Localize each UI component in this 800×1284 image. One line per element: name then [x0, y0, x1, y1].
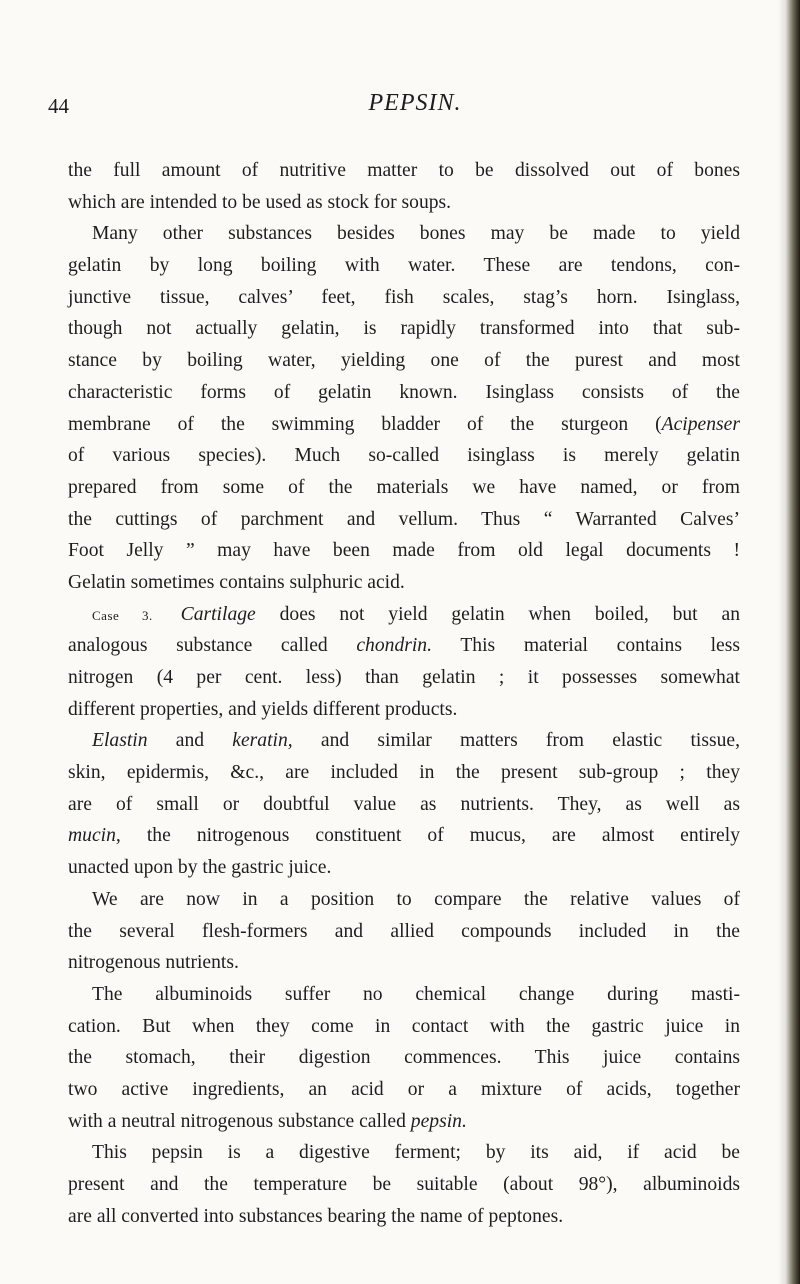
text-line: the full amount of nutritive matter to be dissolved out of bones	[68, 160, 740, 181]
italic-term: mucin,	[68, 825, 121, 847]
page-number: 44	[48, 94, 69, 118]
italic-term: chondrin.	[356, 635, 433, 657]
text-line: unacted upon by the gastric juice.	[68, 857, 332, 879]
text-segment: and	[175, 730, 205, 752]
text-line: of various species). Much so-called isinglass is merely gelatin	[68, 445, 740, 467]
text-line: nitrogenous nutrients.	[68, 952, 239, 974]
text-segment: with a neutral nitrogenous substance called	[68, 1110, 406, 1132]
text-line: though not actually gelatin, is rapidly transformed into that sub-	[68, 318, 740, 340]
text-line: characteristic forms of gelatin known. Isinglass consists of the	[68, 381, 740, 403]
case-label: Case 3.	[92, 607, 153, 623]
text-line: nitrogen (4 per cent. less) than gelatin ; it possesses somewhat	[68, 667, 740, 688]
text-line: Foot Jelly ” may have been made from old legal documents !	[68, 540, 740, 562]
text-line: two active ingredients, an acid or a mixture of acids, together	[68, 1078, 740, 1100]
text-line: the cuttings of parchment and vellum. Thus “ Warranted Calves’	[68, 508, 740, 530]
text-segment: does not yield gelatin when boiled, but an	[279, 603, 740, 625]
running-head: PEPSIN.	[368, 90, 462, 116]
text-segment: This material contains less	[460, 635, 740, 657]
text-line	[68, 630, 740, 662]
page-edge-shadow	[778, 0, 800, 1284]
italic-term: Elastin	[92, 730, 148, 752]
italic-term: Cartilage	[180, 603, 256, 625]
text-line	[68, 409, 740, 441]
text-line	[68, 1106, 740, 1138]
text-line: skin, epidermis, &c., are included in the present sub-group ; they	[68, 762, 740, 784]
text-line: Many other substances besides bones may be made to yield	[92, 223, 740, 245]
text-line: present and the temperature be suitable (about 98°), albuminoids	[68, 1174, 740, 1195]
text-line: cation. But when they come in contact with the gastric juice in	[68, 1015, 740, 1037]
text-line: stance by boiling water, yielding one of the purest and most	[68, 350, 740, 372]
text-line: junctive tissue, calves’ feet, fish scales, stag’s horn. Isinglass,	[68, 286, 740, 308]
text-line: the several flesh-formers and allied compounds included in the	[68, 920, 740, 942]
text-line: are all converted into substances bearing the name of peptones.	[68, 1205, 564, 1227]
italic-term: keratin,	[232, 730, 293, 752]
text-line: the stomach, their digestion commences. This juice contains	[68, 1047, 740, 1069]
italic-term: Acipenser	[661, 413, 740, 435]
text-line: gelatin by long boiling with water. These are tendons, con-	[68, 255, 740, 277]
text-line: prepared from some of the materials we have named, or from	[68, 476, 740, 498]
body-text	[68, 155, 740, 1232]
text-line: which are intended to be used as stock for soups.	[68, 191, 452, 213]
text-line	[68, 599, 740, 631]
italic-term: pepsin.	[410, 1110, 467, 1132]
text-segment: the nitrogenous constituent of mucus, are almost entirely	[146, 825, 740, 847]
text-line: The albuminoids suffer no chemical change during masti-	[92, 983, 740, 1005]
text-line	[68, 725, 740, 757]
text-line: This pepsin is a digestive ferment; by its aid, if acid be	[92, 1142, 740, 1164]
text-segment: membrane of the swimming bladder of the sturgeon (	[68, 413, 662, 435]
text-segment: analogous substance called	[68, 635, 328, 657]
text-line: Gelatin sometimes contains sulphuric acid.	[68, 571, 405, 593]
text-line	[68, 820, 740, 852]
text-segment: and similar matters from elastic tissue,	[320, 730, 740, 752]
text-line: We are now in a position to compare the relative values of	[92, 888, 740, 910]
text-line: are of small or doubtful value as nutrients. They, as well as	[68, 793, 740, 815]
text-line: different properties, and yields different products.	[68, 698, 458, 720]
